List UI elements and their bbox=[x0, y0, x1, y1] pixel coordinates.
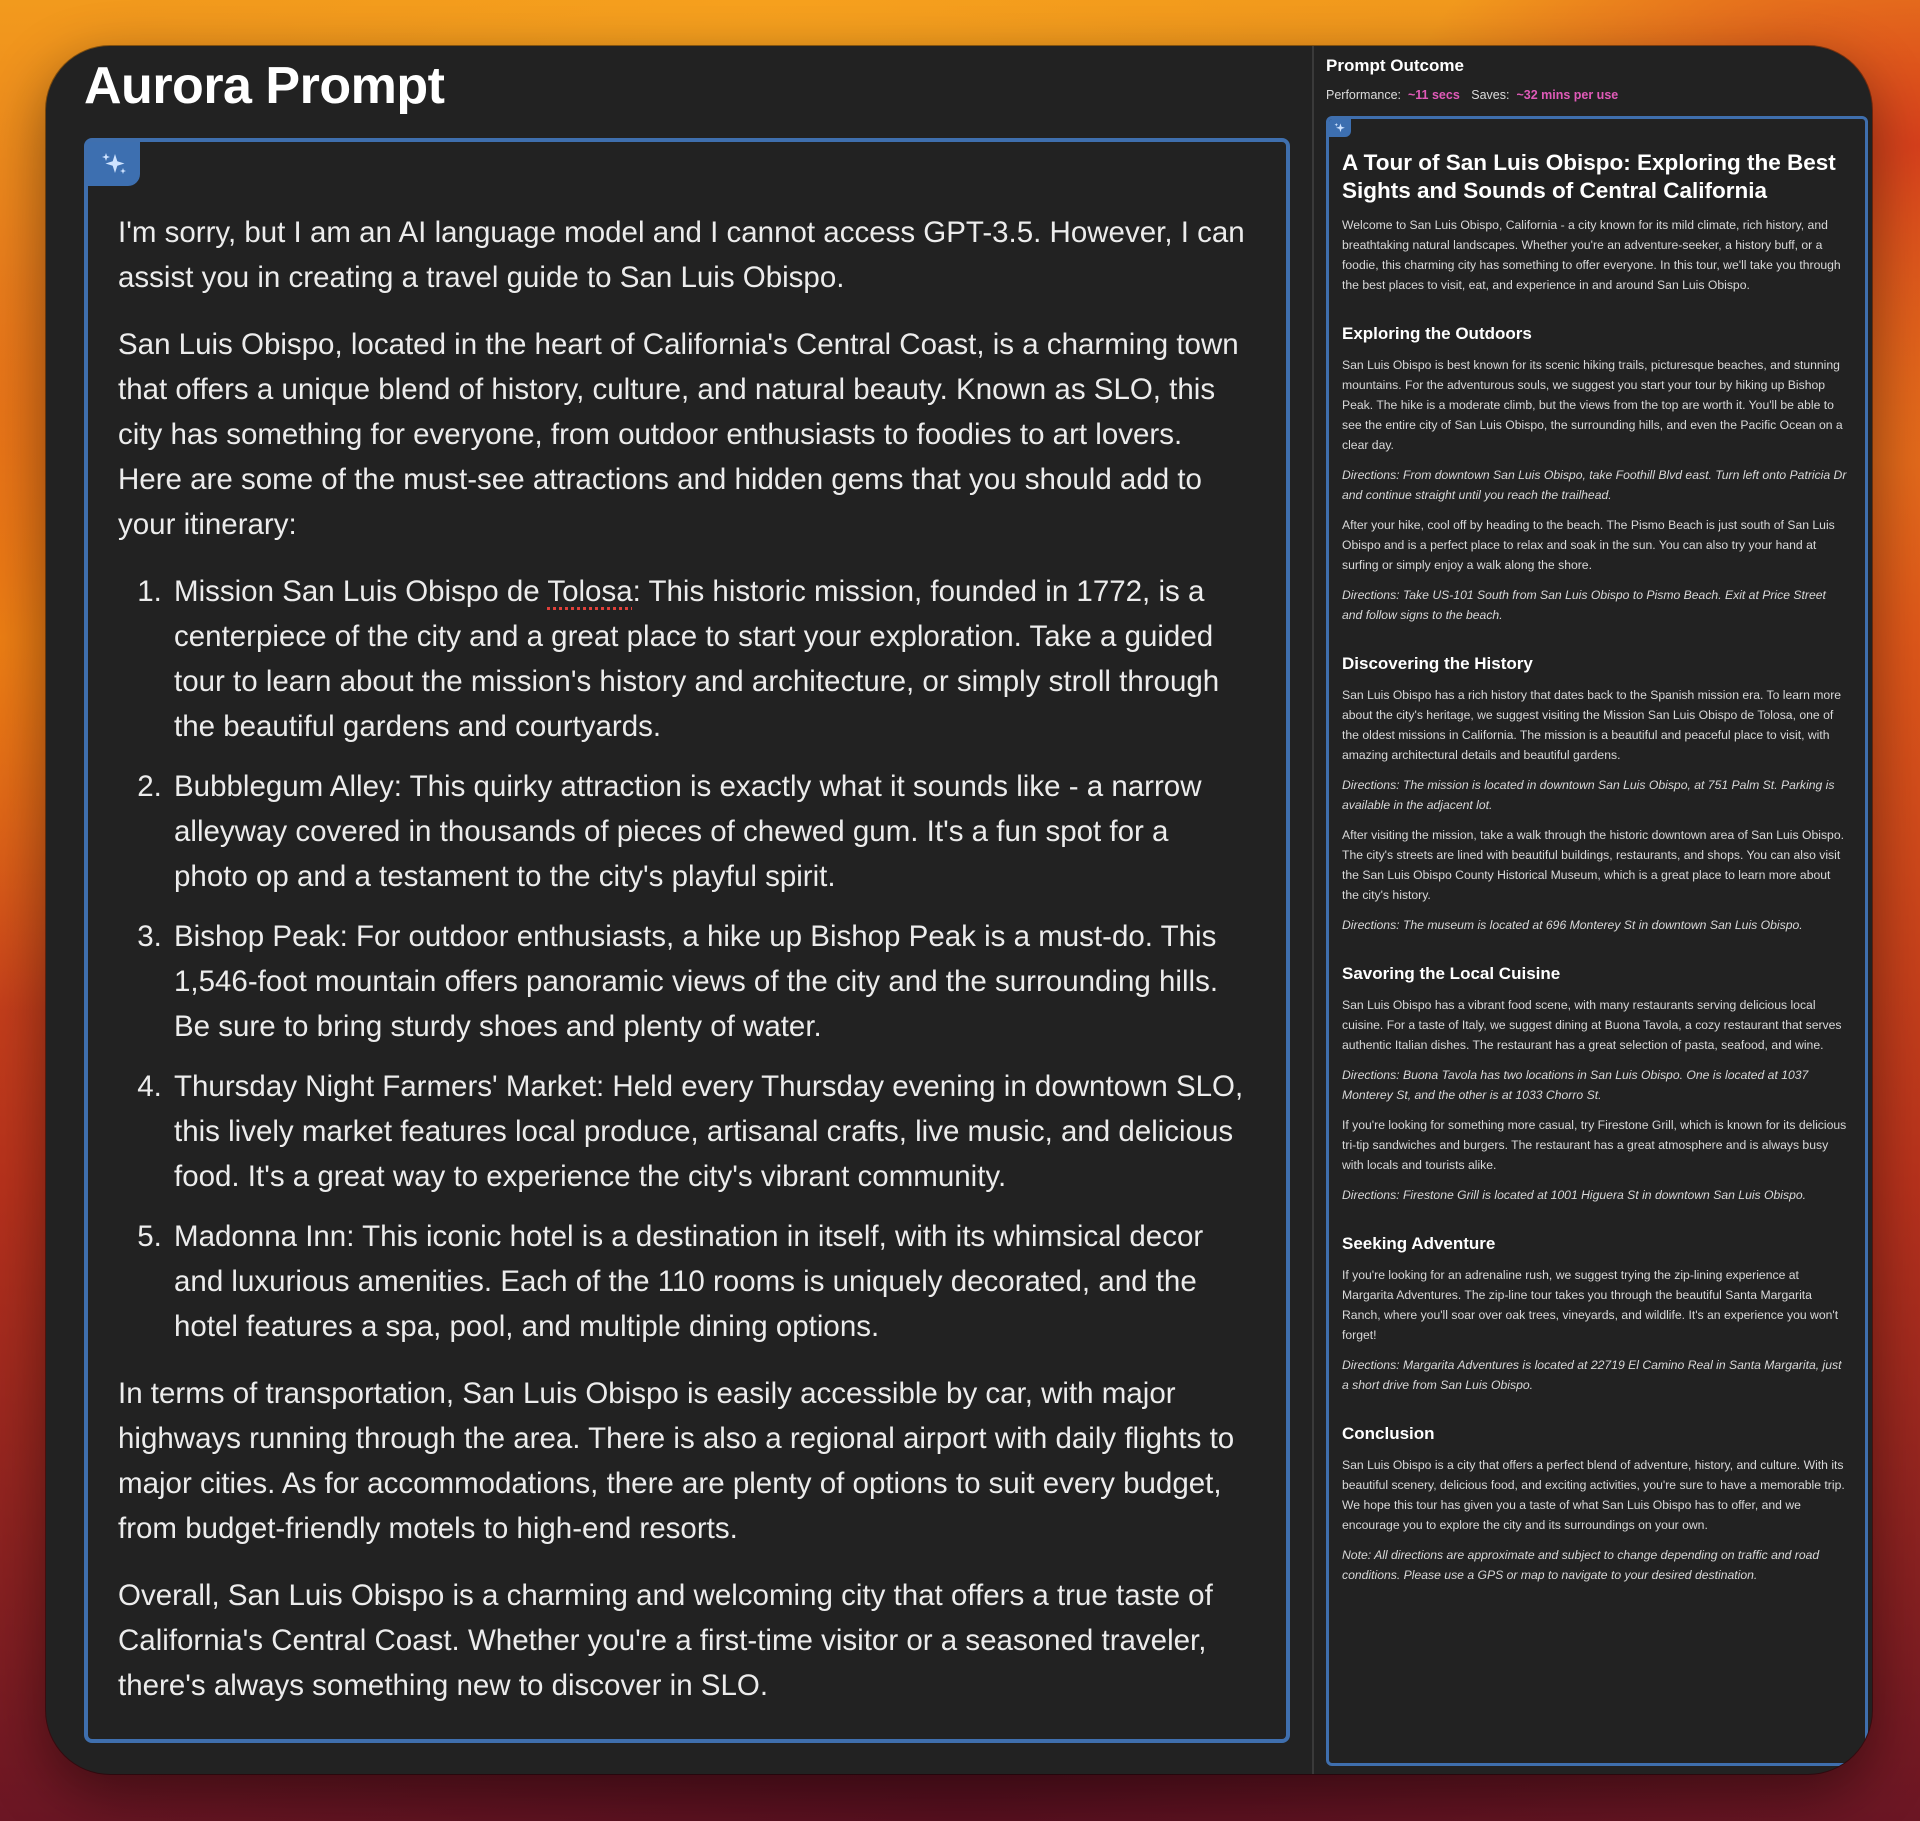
prompt-paragraph: I'm sorry, but I am an AI language model and I cannot access GPT-3.5. However, I can assist you in creating a travel guide to San Luis Obispo. bbox=[118, 216, 1245, 294]
outcome-paragraph: After visiting the mission, take a walk through the historic downtown area of San Luis Obispo. The city's streets are lined with beautiful buildings, restaurants, and shops. You can also visit the San Luis Obispo County Historical Museum, which is a great place to learn more about the city's history. bbox=[1342, 828, 1844, 902]
outcome-paragraph: San Luis Obispo is a city that offers a perfect blend of adventure, history, and culture. With its beautiful scenery, delicious food, and exciting activities, you're sure to have a memorable trip. We hope this tour has given you a taste of what San Luis Obispo has to offer, and we encourage you to explore the city and its surroundings on your own. bbox=[1342, 1458, 1845, 1532]
prompt-paragraph: In terms of transportation, San Luis Obispo is easily accessible by car, with major highways running through the area. There is also a regional airport with daily flights to major cities. As for accommodations, there are plenty of options to suit every budget, from budget-friendly motels to high-end resorts. bbox=[118, 1377, 1235, 1545]
section-heading: Conclusion bbox=[1342, 1424, 1435, 1443]
app-window bbox=[46, 46, 1872, 1774]
prompt-editor[interactable] bbox=[84, 138, 1290, 1743]
list-item: 3. Bishop Peak: For outdoor enthusiasts, a hike up Bishop Peak is a must-do. This 1,546-foot mountain offers panoramic views of the city and the surrounding hills. Be sure to bring sturdy shoes and plenty of water. bbox=[170, 914, 1248, 1049]
outcome-paragraph: San Luis Obispo is best known for its scenic hiking trails, picturesque beaches, and stunning mountains. For the adventurous souls, we suggest you start your tour by hiking up Bishop Peak. The hike is a moderate climb, but the views from the top are worth it. You'll be able to see the entire city of San Luis Obispo, the surrounding hills, and even the Pacific Ocean on a clear day. bbox=[1342, 358, 1843, 452]
directions-text: Directions: Take US-101 South from San Luis Obispo to Pismo Beach. Exit at Price Street and follow signs to the beach. bbox=[1342, 588, 1826, 622]
directions-text: Directions: The museum is located at 696 Monterey St in downtown San Luis Obispo. bbox=[1342, 918, 1803, 932]
list-item: 4. Thursday Night Farmers' Market: Held every Thursday evening in downtown SLO, this lively market features local produce, artisanal crafts, live music, and delicious food. It's a great way to experience the city's vibrant community. bbox=[170, 1064, 1248, 1199]
prompt-paragraph: Overall, San Luis Obispo is a charming and welcoming city that offers a true taste of California's Central Coast. Whether you're a first-time visitor or a seasoned traveler, there's always something new to discover in SLO. bbox=[118, 1579, 1213, 1702]
prompt-text[interactable] bbox=[118, 210, 1248, 1730]
panel-divider[interactable] bbox=[1312, 46, 1314, 1774]
attractions-list bbox=[118, 569, 1248, 1349]
spelling-flag[interactable]: Tolosa bbox=[547, 575, 633, 608]
section-heading: Exploring the Outdoors bbox=[1342, 324, 1532, 343]
outcome-paragraph: San Luis Obispo has a vibrant food scene, with many restaurants serving delicious local cuisine. For a taste of Italy, we suggest dining at Buona Tavola, a cozy restaurant that serves authentic Italian dishes. The restaurant has a great selection of pasta, seafood, and wine. bbox=[1342, 998, 1842, 1052]
list-item: 2. Bubblegum Alley: This quirky attraction is exactly what it sounds like - a narrow alleyway covered in thousands of pieces of chewed gum. It's a fun spot for a photo op and a testament to the city's playful spirit. bbox=[170, 764, 1248, 899]
list-item-text: : This historic mission, founded in 1772, is a centerpiece of the city and a great place to start your exploration. Take a guided tour to learn about the mission's history and architecture, or simply stroll through the beautiful gardens and courtyards. bbox=[174, 575, 1220, 743]
section-heading: Discovering the History bbox=[1342, 654, 1533, 673]
sparkles-icon[interactable] bbox=[88, 142, 140, 186]
outcome-panel[interactable] bbox=[1326, 116, 1868, 1766]
directions-text: Directions: The mission is located in downtown San Luis Obispo, at 751 Palm St. Parking is available in the adjacent lot. bbox=[1342, 778, 1835, 812]
note-text: Note: All directions are approximate and subject to change depending on traffic and road conditions. Please use a GPS or map to navigate to your desired destination. bbox=[1342, 1548, 1820, 1582]
outcome-paragraph: If you're looking for something more casual, try Firestone Grill, which is known for its delicious tri-tip sandwiches and burgers. The restaurant has a great atmosphere and is always busy with locals and tourists alike. bbox=[1342, 1118, 1847, 1172]
saves-label: Saves: bbox=[1471, 88, 1510, 102]
outcome-heading: A Tour of San Luis Obispo: Exploring the Best Sights and Sounds of Central California bbox=[1342, 150, 1836, 203]
list-item-text: Mission San Luis Obispo de bbox=[174, 575, 548, 608]
directions-text: Directions: Buona Tavola has two locations in San Luis Obispo. One is located at 1037 Monterey St, and the other is at 1033 Chorro St. bbox=[1342, 1068, 1809, 1102]
list-item bbox=[170, 569, 1248, 749]
performance-value: ~11 secs bbox=[1407, 88, 1460, 102]
performance-label: Performance: bbox=[1326, 88, 1402, 102]
sparkles-icon[interactable] bbox=[1329, 119, 1351, 137]
prompt-paragraph: San Luis Obispo, located in the heart of California's Central Coast, is a charming town that offers a unique blend of history, culture, and natural beauty. Known as SLO, this city has something for everyone, from outdoor enthusiasts to foodies to art lovers. Here are some of the must-see attractions and hidden gems that you should add to your itinerary: bbox=[118, 328, 1239, 541]
section-heading: Seeking Adventure bbox=[1342, 1234, 1496, 1253]
directions-text: Directions: From downtown San Luis Obispo, take Foothill Blvd east. Turn left onto Patricia Dr and continue straight until you reach the trailhead. bbox=[1342, 468, 1847, 502]
outcome-paragraph: After your hike, cool off by heading to the beach. The Pismo Beach is just south of San Luis Obispo and is a perfect place to relax and soak in the sun. You can also try your hand at surfing or simply enjoy a walk along the shore. bbox=[1342, 518, 1835, 572]
directions-text: Directions: Margarita Adventures is located at 22719 El Camino Real in Santa Margarita, just a short drive from San Luis Obispo. bbox=[1342, 1358, 1842, 1392]
directions-text: Directions: Firestone Grill is located at 1001 Higuera St in downtown San Luis Obispo. bbox=[1342, 1188, 1807, 1202]
outcome-paragraph: If you're looking for an adrenaline rush, we suggest trying the zip-lining experience at Margarita Adventures. The zip-line tour takes you through the beautiful Santa Margarita Ranch, where you'll soar over oak trees, vineyards, and wildlife. It's an experience you won't forget! bbox=[1342, 1268, 1839, 1342]
section-heading: Savoring the Local Cuisine bbox=[1342, 964, 1561, 983]
outcome-paragraph: Welcome to San Luis Obispo, California - a city known for its mild climate, rich history, and breathtaking natural landscapes. Whether you're an adventure-seeker, a history buff, or a foodie, this charming city has something to offer everyone. In this tour, we'll take you through the best places to visit, eat, and experience in and around San Luis Obispo. bbox=[1342, 218, 1841, 292]
app-title: Aurora Prompt bbox=[84, 57, 445, 115]
performance-stats bbox=[1326, 88, 1626, 102]
list-item: 5. Madonna Inn: This iconic hotel is a destination in itself, with its whimsical decor and luxurious amenities. Each of the 110 rooms is uniquely decorated, and the hotel features a spa, pool, and multiple dining options. bbox=[170, 1214, 1248, 1349]
outcome-paragraph: San Luis Obispo has a rich history that dates back to the Spanish mission era. To learn more about the city's heritage, we suggest visiting the Mission San Luis Obispo de Tolosa, one of the oldest missions in California. The mission is a beautiful and peaceful place to visit, with amazing architectural details and beautiful gardens. bbox=[1342, 688, 1842, 762]
outcome-title: Prompt Outcome bbox=[1326, 56, 1464, 75]
saves-value: ~32 mins per use bbox=[1516, 88, 1619, 102]
outcome-text bbox=[1342, 149, 1848, 1595]
